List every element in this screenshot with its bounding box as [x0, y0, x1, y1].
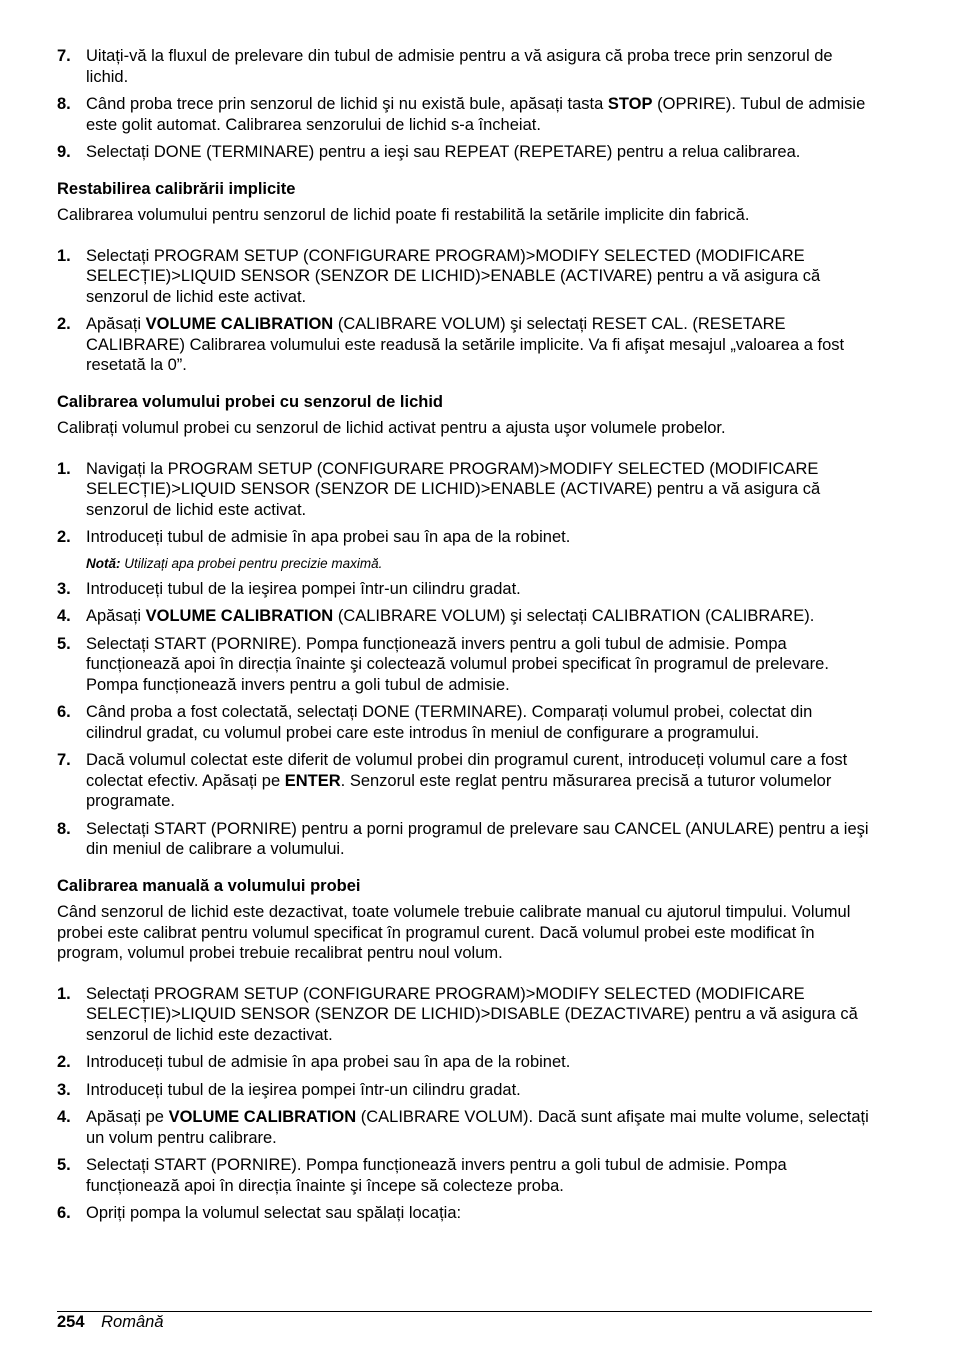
list-item — [57, 819, 872, 860]
step-number: 5. — [57, 1156, 71, 1174]
list-item — [57, 750, 872, 812]
step-text-bold: STOP — [607, 95, 653, 113]
step-text-bold: VOLUME CALIBRATION — [145, 315, 334, 333]
list-item — [57, 579, 872, 600]
step-text: Selectați DONE (TERMINARE) pentru a ieşi sau REPEAT (REPETARE) pentru a relua calibrarea. — [86, 143, 801, 161]
step-text: Când proba a fost colectată, selectați DONE (TERMINARE). Comparați volumul probei, colectat din cilindrul gradat, cu volumul probei care este introdus în meniul de configurare a programului. — [86, 703, 813, 742]
note — [86, 555, 872, 572]
list-item — [57, 459, 872, 521]
step-text: (CALIBRARE VOLUM) şi selectați RESET CAL. (RESETARE CALIBRARE) Calibrarea volumului este readusă la setările implicite. Va fi afişat mesajul „valoarea a fost resetată la 0”. — [86, 315, 845, 374]
note-label: Notă: — [86, 555, 121, 571]
step-number: 6. — [57, 703, 71, 721]
section-intro-liquid-sensor-calibration: Calibrați volumul probei cu senzorul de lichid activat pentru a ajusta uşor volumele probelor. — [57, 419, 726, 437]
step-text: Selectați START (PORNIRE) pentru a porni programul de prelevare sau CANCEL (ANULARE) pentru a ieşi din meniul de calibrare a volumului. — [86, 819, 869, 858]
section-heading-liquid-sensor-calibration: Calibrarea volumului probei cu senzorul de lichid — [57, 392, 443, 411]
step-number: 2. — [57, 1053, 71, 1071]
step-number: 1. — [57, 246, 71, 265]
page-number: 254 — [57, 1313, 85, 1331]
step-text: (CALIBRARE VOLUM) şi selectați CALIBRATION (CALIBRARE). — [333, 607, 815, 625]
step-text: Introduceți tubul de la ieşirea pompei într-un cilindru gradat. — [86, 579, 521, 598]
steps-list-reset-default — [57, 246, 872, 376]
step-text: Selectați START (PORNIRE). Pompa funcționează invers pentru a goli tubul de admisie. Pompa funcționează apoi în direcția înainte şi colectează volumul probei specificat în programul de prelevare. Pompa funcționează invers pentru a goli tubul de admisie. — [86, 634, 829, 694]
page-footer — [57, 1312, 164, 1332]
document-page — [57, 46, 872, 1231]
step-text: (OPRIRE). Tubul de admisie este golit automat. Calibrarea senzorului de lichid s-a încheiat. — [86, 95, 866, 134]
step-text: Apăsați — [86, 607, 146, 625]
step-text: Selectați PROGRAM SETUP (CONFIGURARE PROGRAM)>MODIFY SELECTED (MODIFICARE SELECȚIE)>LIQUID SENSOR (SENZOR DE LICHID)>DISABLE (DEZACTIVARE) pentru a vă asigura că senzorul de lichid este dezactivat. — [86, 984, 858, 1044]
list-item — [57, 1052, 872, 1073]
steps-list-liquid-sensor-calibration — [57, 459, 872, 860]
note-text: Utilizați apa probei pentru precizie maximă. — [120, 555, 383, 571]
section-heading-reset-default: Restabilirea calibrării implicite — [57, 179, 296, 198]
list-item — [57, 246, 872, 308]
step-text-bold: ENTER — [284, 771, 341, 790]
step-text: Uitați-vă la fluxul de prelevare din tubul de admisie pentru a vă asigura că proba trece prin senzorul de lichid. — [86, 47, 833, 86]
list-item — [57, 1155, 872, 1196]
list-item — [57, 984, 872, 1046]
step-text: . Senzorul este reglat pentru măsurarea precisă a tuturor volumelor programate. — [86, 771, 832, 810]
list-item — [57, 1080, 872, 1101]
step-number: 8. — [57, 95, 71, 113]
step-number: 3. — [57, 579, 71, 598]
step-text: Când proba trece prin senzorul de lichid şi nu există bule, apăsați tasta — [86, 95, 608, 113]
list-item — [57, 702, 872, 743]
step-text-bold: VOLUME CALIBRATION — [145, 607, 334, 625]
list-item — [57, 142, 872, 163]
step-text: Apăsați pe — [86, 1108, 169, 1126]
step-text: Navigați la PROGRAM SETUP (CONFIGURARE PROGRAM)>MODIFY SELECTED (MODIFICARE SELECȚIE)>LIQUID SENSOR (SENZOR DE LICHID)>ENABLE (ACTIVARE) pentru a vă asigura că senzorul de lichid este activat. — [86, 459, 821, 519]
section-intro-manual-calibration: Când senzorul de lichid este dezactivat, toate volumele trebuie calibrate manual cu ajutorul timpului. Volumul probei este calibrat pentru volumul specificat în programul curent. Dacă volumul probei este modificat în program, volumul probei trebuie recalibrat pentru noul volum. — [57, 903, 851, 962]
section-intro-reset-default: Calibrarea volumului pentru senzorul de lichid poate fi restabilită la setările implicite din fabrică. — [57, 206, 750, 224]
list-item — [57, 1203, 872, 1224]
step-number: 3. — [57, 1080, 71, 1099]
section-heading-manual-calibration: Calibrarea manuală a volumului probei — [57, 876, 361, 895]
list-item — [57, 634, 872, 696]
step-number: 7. — [57, 47, 71, 65]
step-number: 5. — [57, 634, 71, 653]
step-number: 8. — [57, 819, 71, 838]
steps-list-manual-calibration — [57, 984, 872, 1224]
step-number: 2. — [57, 528, 71, 546]
step-number: 2. — [57, 315, 71, 333]
step-text: Selectați PROGRAM SETUP (CONFIGURARE PROGRAM)>MODIFY SELECTED (MODIFICARE SELECȚIE)>LIQUID SENSOR (SENZOR DE LICHID)>ENABLE (ACTIVARE) pentru a vă asigura că senzorul de lichid este activat. — [86, 246, 821, 306]
step-number: 7. — [57, 751, 71, 769]
step-text: Selectați START (PORNIRE). Pompa funcționează invers pentru a goli tubul de admisie. Pompa funcționează apoi în direcția înainte şi începe să colecteze proba. — [86, 1156, 787, 1195]
steps-list-continued — [57, 46, 872, 163]
step-number: 4. — [57, 607, 71, 625]
step-number: 1. — [57, 459, 71, 478]
footer-language: Română — [101, 1313, 164, 1331]
list-item — [57, 527, 872, 548]
list-item — [57, 94, 872, 135]
step-text: (CALIBRARE VOLUM). Dacă sunt afişate mai multe volume, selectați un volum pentru calibrare. — [86, 1108, 869, 1147]
list-item — [57, 1107, 872, 1148]
list-item — [57, 314, 872, 376]
step-number: 4. — [57, 1108, 71, 1126]
step-number: 1. — [57, 984, 71, 1003]
step-text: Opriți pompa la volumul selectat sau spălați locația: — [86, 1204, 462, 1222]
step-number: 6. — [57, 1204, 71, 1222]
footer-divider — [57, 1311, 872, 1312]
list-item — [57, 46, 872, 87]
list-item — [57, 606, 872, 627]
step-text: Introduceți tubul de admisie în apa probei sau în apa de la robinet. — [86, 1053, 571, 1071]
step-text: Apăsați — [86, 315, 146, 333]
step-text: Dacă volumul colectat este diferit de volumul probei din programul curent, introduceți volumul care a fost colectat efectiv. Apăsați pe — [86, 751, 848, 790]
step-text-bold: VOLUME CALIBRATION — [168, 1108, 357, 1126]
step-number: 9. — [57, 143, 71, 161]
step-text: Introduceți tubul de la ieşirea pompei într-un cilindru gradat. — [86, 1080, 521, 1099]
step-text: Introduceți tubul de admisie în apa probei sau în apa de la robinet. — [86, 528, 571, 546]
